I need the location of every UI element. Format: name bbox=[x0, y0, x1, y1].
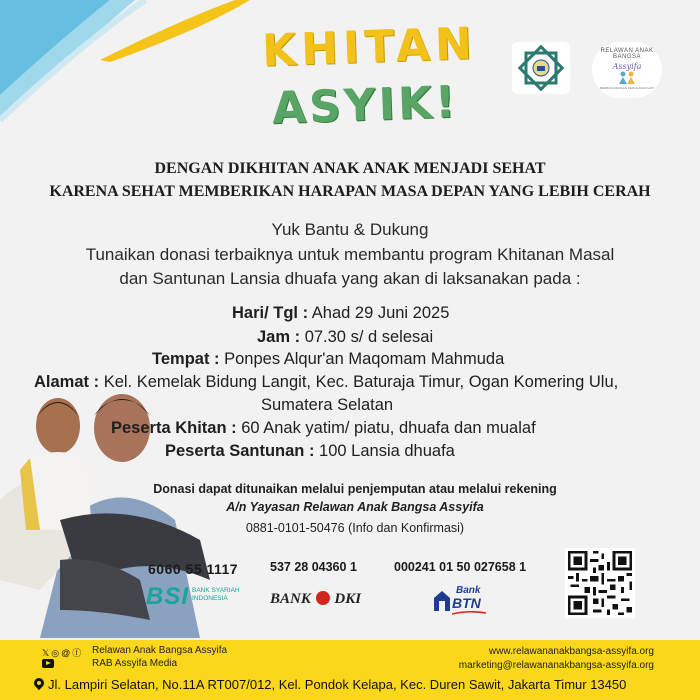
relawan-anak-bangsa-logo bbox=[592, 42, 662, 98]
tagline-line-2: KARENA SEHAT MEMBERIKAN HARAPAN MASA DEPAN YANG LEBIH CERAH bbox=[49, 183, 651, 200]
detail-address-line-2: Sumatera Selatan bbox=[261, 396, 394, 414]
btn-house-icon bbox=[434, 591, 450, 611]
facebook-icon: ⓕ bbox=[72, 648, 84, 658]
detail-time-label: Jam : bbox=[257, 328, 301, 346]
youtube-channel-name: RAB Assyifa Media bbox=[92, 658, 178, 669]
logo-motto-text: BERBAGI DENGAN KEIKHLASAN HATI bbox=[599, 86, 655, 90]
contact-email: marketing@relawananakbangsa-assyifa.org bbox=[458, 660, 654, 671]
detail-date-value: Ahad 29 Juni 2025 bbox=[308, 304, 450, 322]
dki-account-number: 537 28 04360 1 bbox=[270, 560, 357, 574]
detail-address bbox=[34, 373, 618, 392]
decorative-swirl bbox=[0, 0, 260, 150]
btn-logo-small: Bank bbox=[456, 585, 481, 596]
btn-account-number: 000241 01 50 027658 1 bbox=[394, 560, 527, 574]
dki-emblem-icon bbox=[316, 591, 330, 605]
detail-place-label: Tempat : bbox=[152, 350, 220, 368]
detail-khitan-participants bbox=[111, 419, 536, 438]
footer-address bbox=[34, 677, 626, 692]
logo-arc-text: RELAWAN ANAK BANGSA bbox=[600, 48, 654, 60]
donation-account-holder: A/n Yayasan Relawan Anak Bangsa Assyifa bbox=[226, 500, 484, 514]
bsi-logo-subtext: BANK SYARIAH INDONESIA bbox=[192, 587, 240, 602]
donation-instruction: Donasi dapat ditunaikan melalui penjemputan atau melalui rekening bbox=[153, 482, 557, 496]
children-figure-icon bbox=[617, 71, 637, 85]
logo-script-text: Assyifa bbox=[612, 62, 642, 71]
detail-place-value: Ponpes Alqur'an Maqomam Mahmuda bbox=[219, 350, 505, 368]
dki-logo-left: BANK bbox=[270, 591, 311, 607]
detail-date-label: Hari/ Tgl : bbox=[232, 304, 309, 322]
detail-santunan-value: 100 Lansia dhuafa bbox=[314, 442, 455, 460]
detail-time-value: 07.30 s/ d selesai bbox=[300, 328, 434, 346]
detail-time bbox=[257, 328, 433, 347]
pesantren-logo bbox=[512, 42, 570, 94]
youtube-icon bbox=[42, 659, 54, 668]
detail-khitan-value: 60 Anak yatim/ piatu, dhuafa dan mualaf bbox=[236, 419, 536, 437]
tagline-line-1: DENGAN DIKHITAN ANAK ANAK MENJADI SEHAT bbox=[154, 160, 546, 177]
detail-date bbox=[232, 304, 449, 323]
detail-address-value: Kel. Kemelak Bidung Langit, Kec. Baturaja Timur, Ogan Komering Ulu, bbox=[99, 373, 619, 391]
social-media-icons bbox=[42, 646, 83, 659]
instagram-icon: ◎ bbox=[51, 648, 62, 658]
donation-contact: 0881-0101-50476 (Info dan Konfirmasi) bbox=[245, 521, 465, 535]
website-url: www.relawananakbangsa-assyifa.org bbox=[488, 646, 654, 657]
btn-logo-big: BTN bbox=[452, 595, 481, 611]
detail-address-label: Alamat : bbox=[34, 373, 100, 391]
detail-khitan-label: Peserta Khitan : bbox=[111, 419, 237, 437]
location-pin-icon bbox=[34, 678, 44, 691]
intro-line-1: Yuk Bantu & Dukung bbox=[271, 220, 429, 239]
intro-line-2: Tunaikan donasi terbaiknya untuk membantu program Khitanan Masal bbox=[85, 245, 615, 264]
title-asyik: ASYIK! bbox=[271, 76, 459, 135]
x-icon: 𝕏 bbox=[42, 648, 52, 658]
star-emblem-icon bbox=[512, 42, 570, 94]
dki-logo-right: DKI bbox=[334, 591, 362, 607]
btn-bank-logo bbox=[434, 585, 494, 613]
intro-line-3: dan Santunan Lansia dhuafa yang akan di laksanakan pada : bbox=[119, 269, 581, 288]
detail-santunan-label: Peserta Santunan : bbox=[165, 442, 315, 460]
dki-bank-logo bbox=[270, 591, 361, 608]
btn-underline-icon bbox=[452, 611, 486, 615]
title-khitan: KHITAN bbox=[261, 18, 478, 77]
qr-code bbox=[565, 548, 635, 618]
bsi-account-number: 6060 55 1117 bbox=[148, 561, 239, 577]
bsi-logo-text: BSI bbox=[146, 583, 190, 610]
bsi-bank-logo bbox=[146, 583, 240, 611]
threads-icon: @ bbox=[61, 648, 73, 658]
address-text: Jl. Lampiri Selatan, No.11A RT007/012, Kel. Pondok Kelapa, Kec. Duren Sawit, Jakarta Timur 13450 bbox=[48, 677, 627, 692]
detail-santunan-participants bbox=[165, 442, 455, 461]
social-account-name: Relawan Anak Bangsa Assyifa bbox=[92, 645, 228, 656]
detail-place bbox=[152, 350, 504, 369]
